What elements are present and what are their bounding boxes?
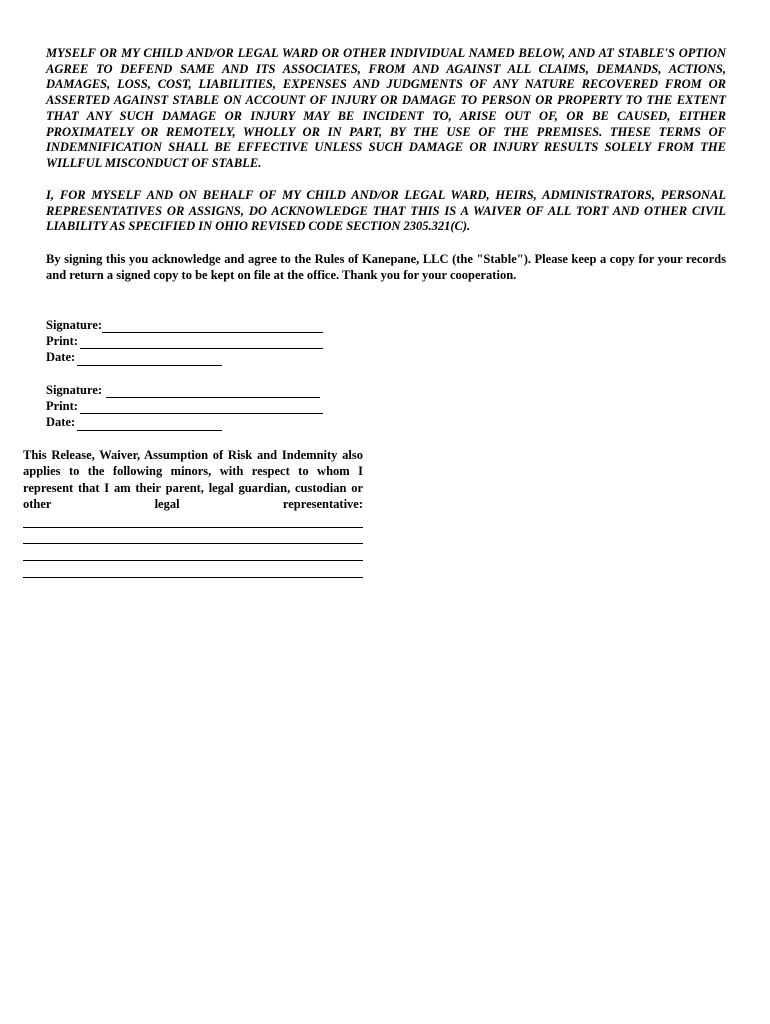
- acknowledgement-paragraph: By signing this you acknowledge and agree to the Rules of Kanepane, LLC (the "Stable"). Please keep a copy for your records and return a signed copy to be kept on file at the office. Thank you for your cooperation.: [46, 252, 726, 282]
- signature-block-2: [46, 382, 323, 431]
- signature-block-1: [46, 317, 323, 366]
- print-label: Print:: [46, 334, 78, 349]
- print-label: Print:: [46, 399, 78, 414]
- signature-field[interactable]: [102, 320, 323, 333]
- minor-name-line[interactable]: [23, 577, 363, 578]
- signature-field[interactable]: [106, 385, 320, 398]
- signature-label: Signature:: [46, 317, 103, 332]
- minor-name-line[interactable]: [23, 560, 363, 561]
- indemnity-paragraph: MYSELF OR MY CHILD AND/OR LEGAL WARD OR OTHER INDIVIDUAL NAMED BELOW, AND AT STABLE'S OPTION AGREE TO DEFEND SAME AND ITS ASSOCIATES, FROM AND AGAINST ALL CLAIMS, DEMANDS, ACTIONS, DAMAGES, LOSS, COST, LIABILITIES, EXPENSES AND JUDGMENTS OF ANY NATURE RECOVERED FROM OR ASSERTED AGAINST STABLE ON ACCOUNT OF INJURY OR DAMAGE TO PERSON OR PROPERTY TO THE EXTENT THAT ANY SUCH DAMAGE OR INJURY MAY BE INCIDENT TO, ARISE OUT OF, OR BE CAUSED, EITHER PROXIMATELY OR REMOTELY, WHOLLY OR IN PART, BY THE USE OF THE PREMISES. THESE TERMS OF INDEMNIFICATION SHALL BE EFFECTIVE UNLESS SUCH DAMAGE OR INJURY RESULTS SOLELY FROM THE WILLFUL MISCONDUCT OF STABLE.: [46, 46, 726, 170]
- minors-paragraph: This Release, Waiver, Assumption of Risk and Indemnity also applies to the following minors, with respect to whom I represent that I am their parent, legal guardian, custodian or other legal representative:: [23, 448, 363, 511]
- signature-label: Signature:: [46, 382, 103, 397]
- date-field[interactable]: [77, 353, 222, 366]
- date-label: Date:: [46, 415, 76, 430]
- print-field[interactable]: [80, 336, 323, 349]
- minor-name-line[interactable]: [23, 527, 363, 528]
- tort-waiver-paragraph: I, FOR MYSELF AND ON BEHALF OF MY CHILD AND/OR LEGAL WARD, HEIRS, ADMINISTRATORS, PERSONAL REPRESENTATIVES OR ASSIGNS, DO ACKNOWLEDGE THAT THIS IS A WAIVER OF ALL TORT AND OTHER CIVIL LIABILITY AS SPECIFIED IN OHIO REVISED CODE SECTION 2305.321(C).: [46, 188, 726, 234]
- date-label: Date:: [46, 350, 76, 365]
- minor-name-line[interactable]: [23, 543, 363, 544]
- date-field[interactable]: [77, 418, 222, 431]
- print-field[interactable]: [80, 401, 323, 414]
